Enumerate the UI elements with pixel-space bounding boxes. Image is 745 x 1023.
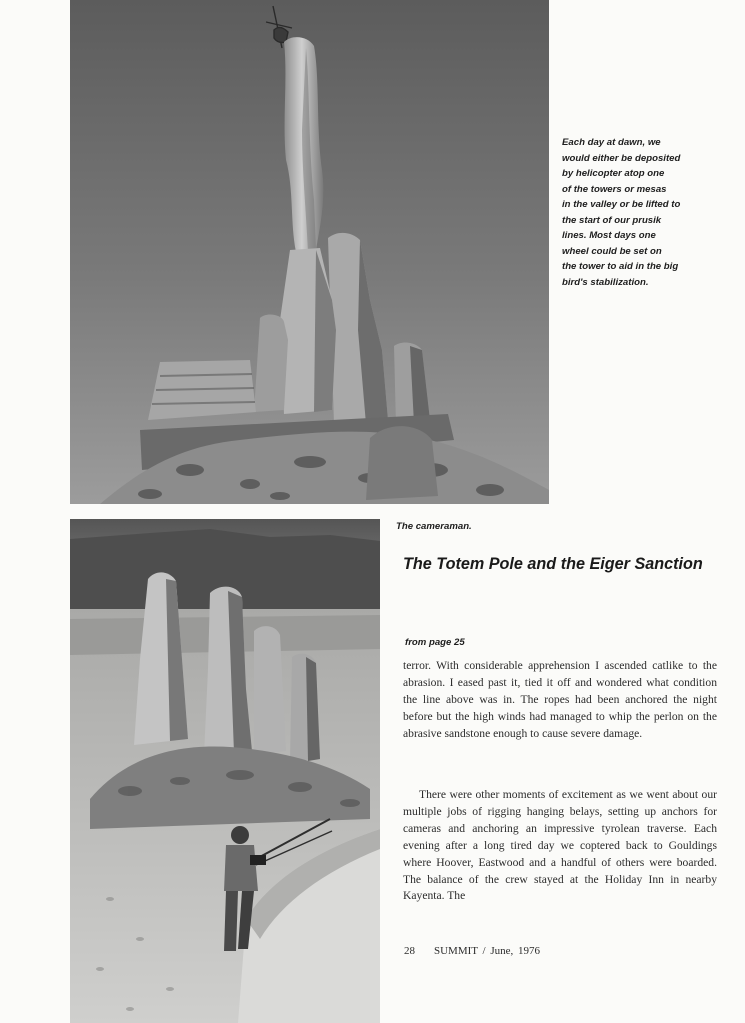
caption-line: would either be deposited <box>562 152 681 164</box>
publication-line: SUMMIT / June, 1976 <box>434 945 541 957</box>
article-paragraph: terror. With considerable apprehension I ascended catlike to the abrasion. I eased past it, tied it off and wondered what condition the line above was in. The ropes had been anchored the night before but the high winds had managed to whip the perlon on the abrasive sandstone enough to cause severe damage. <box>403 659 717 740</box>
caption-line: by helicopter atop one <box>562 168 665 179</box>
caption-line: bird's stabilization. <box>562 276 649 288</box>
cameraman-photo <box>70 519 380 1023</box>
article-paragraph: There were other moments of excitement as we went about our multiple jobs of rigging hanging belays, setting up anchors for cameras and anchoring an impressive tyrolean traverse. Each evening after a long tired day we coptered back to Gouldings where Hoover, Eastwood and a handful of others were boarded. The balance of the crew stayed at the Holiday Inn in nearby Kayenta. The <box>403 788 717 903</box>
continued-from-label: from page 25 <box>405 637 465 648</box>
caption-line: in the valley or be lifted to <box>562 199 681 210</box>
photo-caption-top <box>562 135 722 290</box>
caption-line: lines. Most days one <box>562 230 656 241</box>
totem-pole-photo <box>70 0 549 504</box>
caption-line: the tower to aid in the big <box>562 261 679 272</box>
caption-line: wheel could be set on <box>562 245 662 257</box>
photo-caption-bottom: The cameraman. <box>396 521 472 532</box>
caption-line: the start of our prusik <box>562 214 662 226</box>
caption-line: Each day at dawn, we <box>562 137 661 148</box>
caption-line: of the towers or mesas <box>562 183 667 195</box>
page-footer <box>404 945 540 957</box>
article-title: The Totem Pole and the Eiger Sanction <box>403 555 703 573</box>
page-number: 28 <box>404 945 415 957</box>
